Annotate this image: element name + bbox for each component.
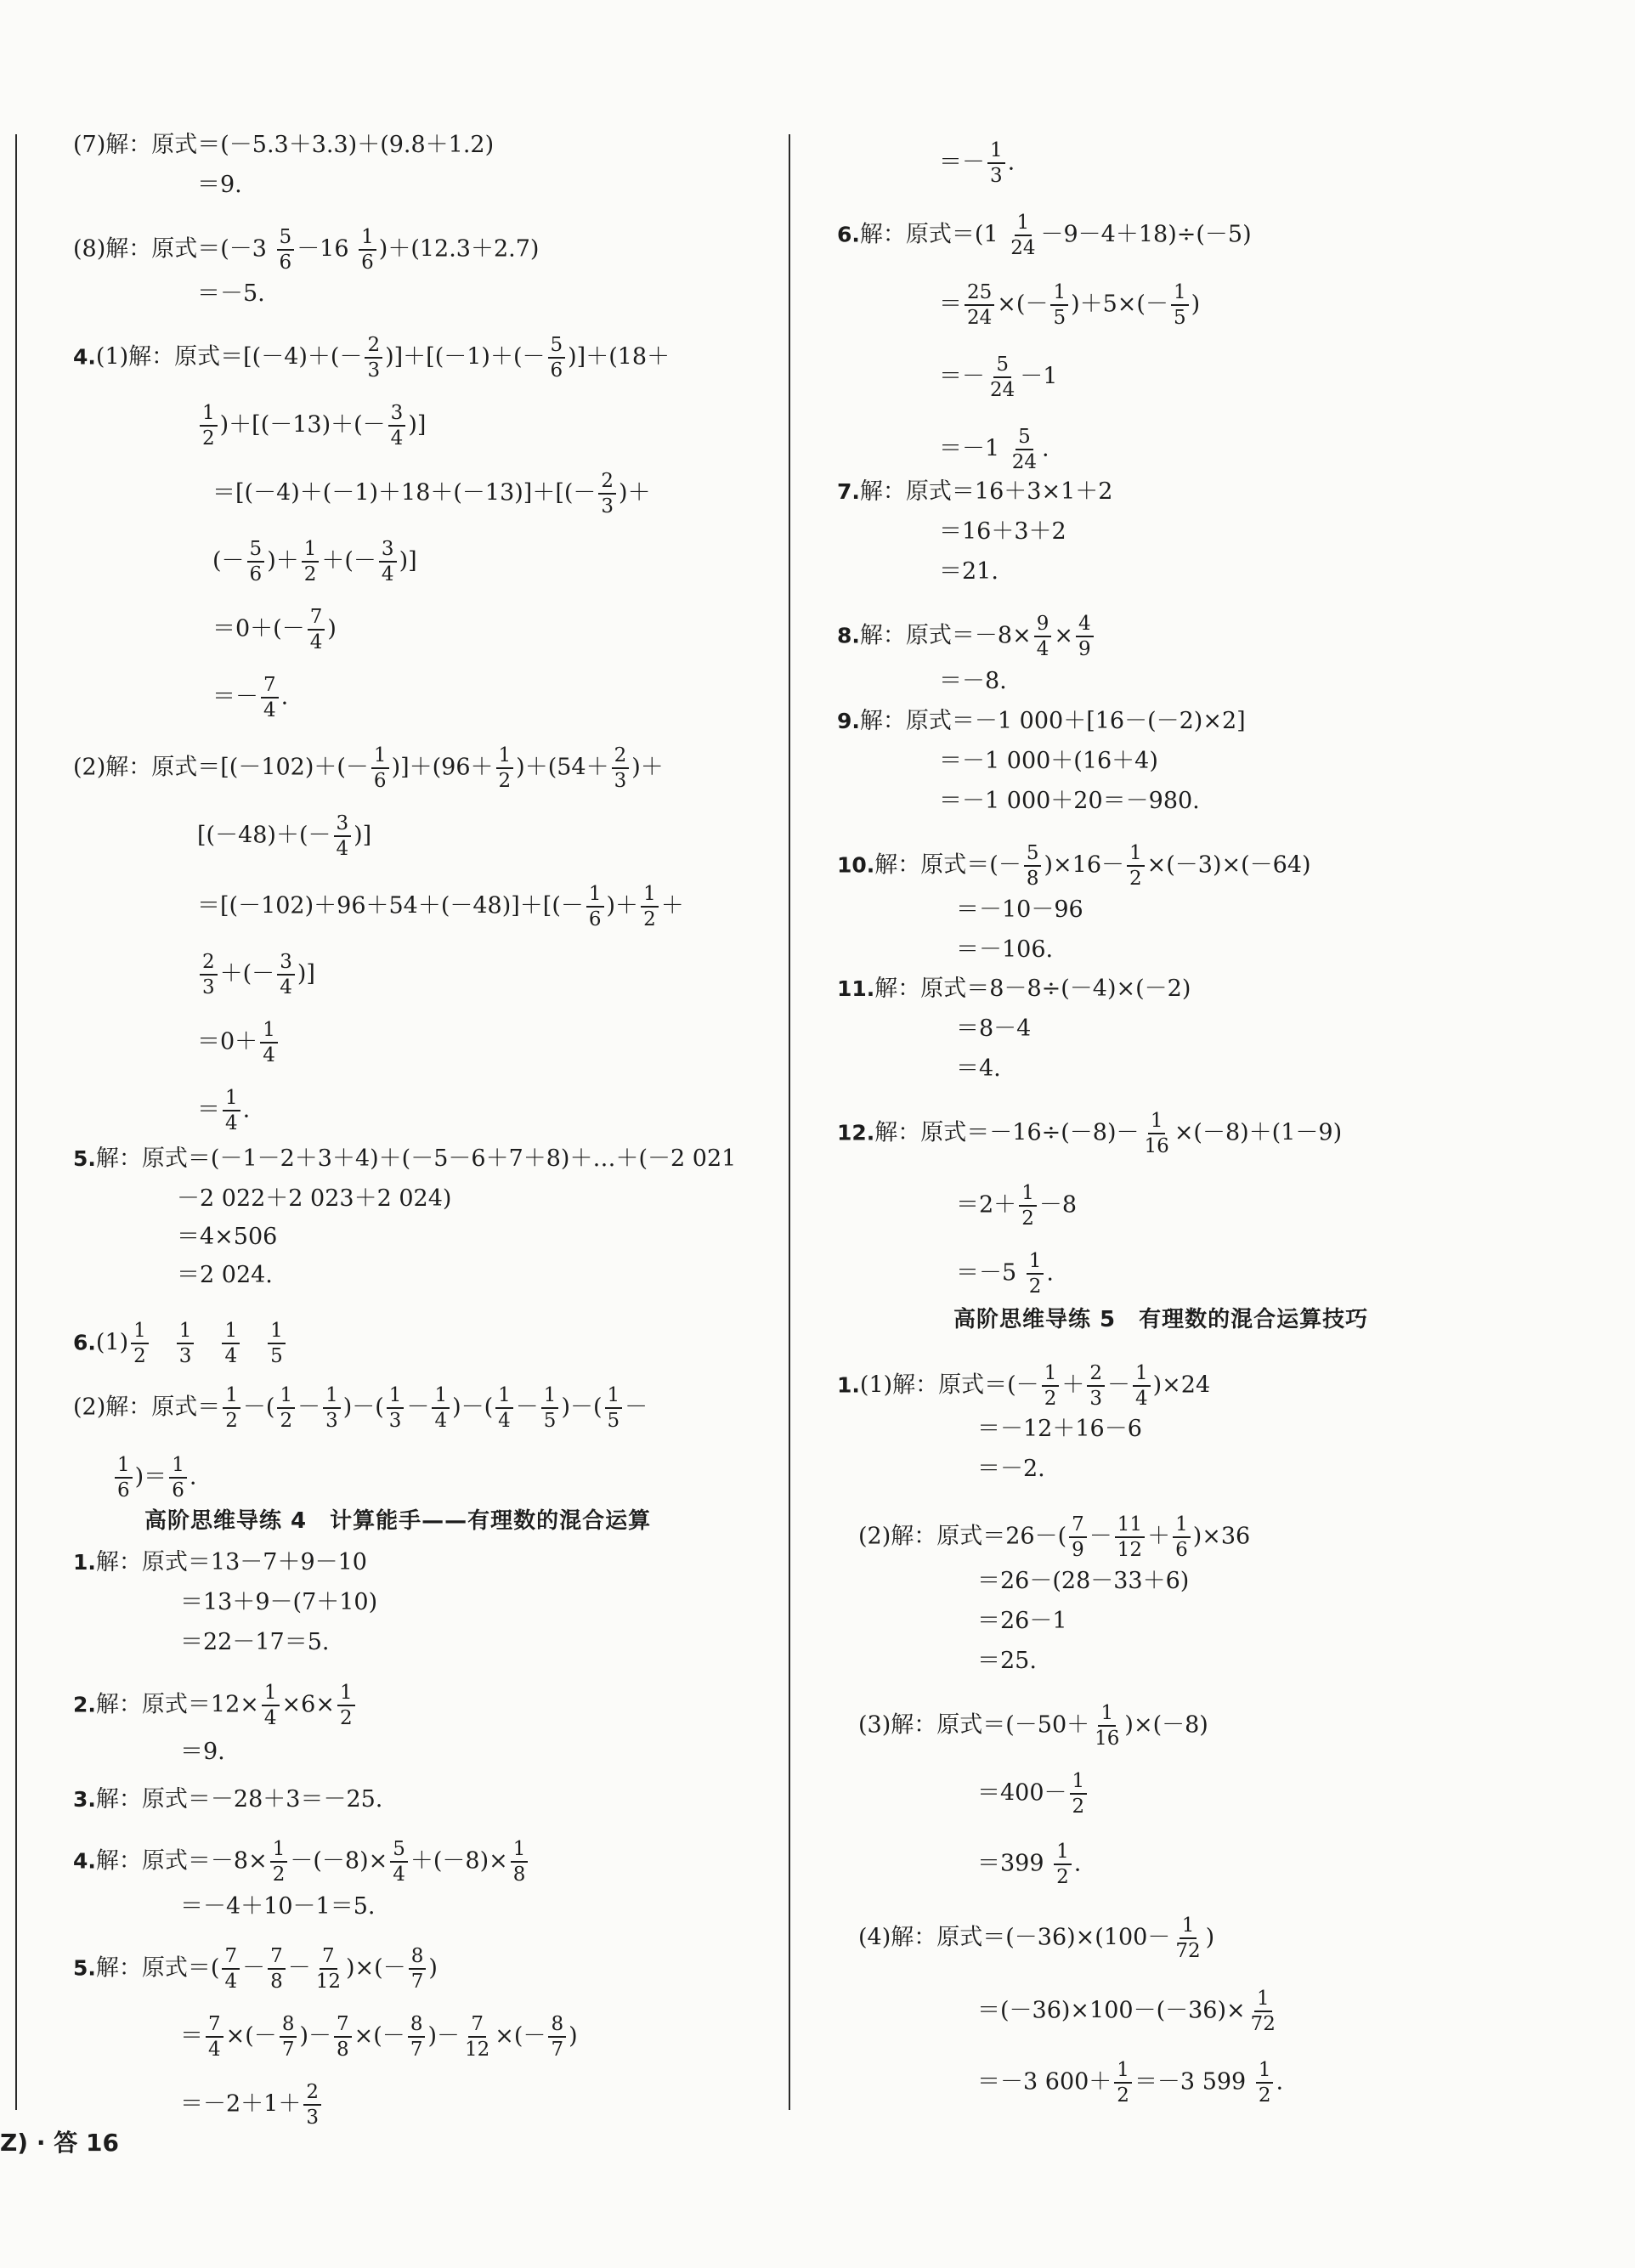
fraction: $\frac{1}{4}$ xyxy=(1133,1363,1151,1409)
solution-line: ＝8－4 xyxy=(956,1015,1032,1042)
solution-line: (7)解：原式＝(－5.3＋3.3)＋(9.8＋1.2) xyxy=(73,132,495,158)
problem-number: 12. xyxy=(837,1120,875,1145)
problem-number: 4. xyxy=(73,344,96,370)
problem-number: 11. xyxy=(837,976,875,1001)
fraction: $\frac{7}{4}$ xyxy=(206,2014,223,2060)
fraction: $\frac{2}{3}$ xyxy=(200,952,218,998)
fraction: $\frac{5}{24}$ xyxy=(1011,426,1038,474)
solution-line: ＝26－(28－33＋6) xyxy=(977,1568,1190,1594)
fraction: $\frac{3}{4}$ xyxy=(334,813,352,859)
solution-line: $\frac{1}{2}$ )＋[(－13)＋(－ $\frac{3}{4}$ )] xyxy=(197,403,426,449)
solution-line: ＝－8. xyxy=(939,668,1007,694)
fraction: $\frac{7}{4}$ xyxy=(222,1946,240,1992)
solution-line: ＝－2. xyxy=(977,1456,1045,1482)
solution-line: ＝－1 000＋(16＋4) xyxy=(939,748,1158,774)
fraction: $\frac{5}{6}$ xyxy=(548,335,566,381)
solution-line: 9.解：原式＝－1 000＋[16－(－2)×2] xyxy=(837,708,1246,734)
solution-line: 6.解：原式＝(1 $\frac{1}{24}$ －9－4＋18)÷(－5) xyxy=(837,212,1252,260)
solution-line: 5.解：原式＝(－1－2＋3＋4)＋(－5－6＋7＋8)＋…＋(－2 021 xyxy=(73,1145,737,1172)
fraction: $\frac{7}{9}$ xyxy=(1069,1514,1087,1560)
solution-line: 1.解：原式＝13－7＋9－10 xyxy=(73,1549,367,1575)
fraction: $\frac{1}{2}$ xyxy=(496,745,514,791)
solution-line: ＝－5. xyxy=(197,280,265,307)
problem-number: 4. xyxy=(73,1848,96,1874)
fraction: $\frac{5}{6}$ xyxy=(247,539,265,585)
solution-line: ＝25. xyxy=(977,1648,1037,1674)
solution-line: ＝16＋3＋2 xyxy=(939,518,1066,545)
problem-number: 9. xyxy=(837,709,860,733)
fraction: $\frac{8}{7}$ xyxy=(409,1946,427,1992)
problem-number: 1. xyxy=(837,1372,860,1398)
solution-line: ＝400－ $\frac{1}{2}$ xyxy=(977,1771,1089,1817)
problem-number: 5. xyxy=(73,1955,96,1981)
fraction: $\frac{1}{4}$ xyxy=(432,1385,450,1431)
fraction: $\frac{1}{2}$ xyxy=(277,1385,295,1431)
fraction: $\frac{1}{4}$ xyxy=(222,1321,240,1366)
problem-number: 2. xyxy=(73,1692,96,1717)
fraction: $\frac{1}{72}$ xyxy=(1250,1988,1276,2036)
column-divider xyxy=(789,134,790,2110)
fraction: $\frac{1}{4}$ xyxy=(260,1020,278,1066)
fraction: $\frac{5}{4}$ xyxy=(390,1839,408,1885)
problem-number: 6. xyxy=(837,222,860,247)
solution-line: ＝(－36)×100－(－36)× $\frac{1}{72}$ xyxy=(977,1988,1281,2034)
solution-line: ＝－10－96 xyxy=(956,896,1083,923)
fraction: $\frac{8}{7}$ xyxy=(280,2014,297,2060)
fraction: $\frac{5}{6}$ xyxy=(277,227,295,273)
solution-line: (2)解：原式＝26－( $\frac{7}{9}$ － $\frac{11}{12}$ ＋ $\frac{1}{6}$ )×36 xyxy=(858,1513,1251,1562)
fraction: $\frac{4}{9}$ xyxy=(1076,614,1094,659)
solution-line: 10.解：原式＝(－ $\frac{5}{8}$ )×16－ $\frac{1}{2}$ ×(－3)×(－64) xyxy=(837,842,1311,891)
fraction: $\frac{1}{4}$ xyxy=(223,1088,240,1134)
fraction: $\frac{1}{2}$ xyxy=(1127,843,1145,889)
solution-line: ＝－12＋16－6 xyxy=(977,1416,1142,1442)
left-margin-rule xyxy=(15,134,17,2110)
fraction: $\frac{8}{7}$ xyxy=(408,2014,426,2060)
solution-line: 1.(1)解：原式＝(－ $\frac{1}{2}$ ＋ $\frac{2}{3}$ － $\frac{1}{4}$ )×24 xyxy=(837,1362,1211,1411)
fraction: $\frac{1}{6}$ xyxy=(169,1455,187,1501)
solution-line: (2)解：原式＝ $\frac{1}{2}$ －( $\frac{1}{2}$ － $\frac{1}{3}$ )－( $\frac{1}{3}$ － $\frac{1}{4}$ )－( $\frac{1}{4}$ － $\frac{1}{5}$ )－( $\frac{1}{5}$ － xyxy=(73,1384,648,1433)
fraction: $\frac{1}{2}$ xyxy=(1027,1251,1044,1297)
solution-line: (2)解：原式＝[(－102)＋(－ $\frac{1}{6}$ )]＋(96＋ $\frac{1}{2}$ )＋(54＋ $\frac{2}{3}$ )＋ xyxy=(73,744,664,793)
fraction: $\frac{7}{8}$ xyxy=(268,1946,286,1992)
solution-line: ＝[(－4)＋(－1)＋18＋(－13)]＋[(－ $\frac{2}{3}$ )＋ xyxy=(212,470,651,518)
fraction: $\frac{1}{6}$ xyxy=(359,227,376,273)
fraction: $\frac{1}{4}$ xyxy=(262,1683,280,1728)
solution-line: ＝－ $\frac{1}{3}$ . xyxy=(939,139,1016,188)
fraction: $\frac{1}{3}$ xyxy=(177,1321,195,1366)
problem-number: 7. xyxy=(837,479,860,504)
page-footer: Z) · 答 16 xyxy=(0,2129,119,2157)
solution-line: 8.解：原式＝－8× $\frac{9}{4}$ × $\frac{4}{9}$ xyxy=(837,614,1096,659)
problem-number: 8. xyxy=(837,623,860,648)
solution-line: ＝2 024. xyxy=(177,1262,273,1288)
fraction: $\frac{7}{12}$ xyxy=(315,1945,342,1994)
fraction: $\frac{1}{3}$ xyxy=(387,1385,405,1431)
solution-line: ＝4×506 xyxy=(177,1224,278,1250)
fraction: $\frac{5}{8}$ xyxy=(1024,843,1042,889)
solution-line: (4)解：原式＝(－36)×(100－ $\frac{1}{72}$ ) xyxy=(858,1915,1215,1963)
solution-line: ＝9. xyxy=(180,1739,225,1765)
fraction: $\frac{1}{6}$ xyxy=(1173,1514,1191,1560)
fraction: $\frac{1}{16}$ xyxy=(1095,1702,1120,1750)
problem-number: 10. xyxy=(837,852,875,878)
fraction: $\frac{1}{2}$ xyxy=(223,1385,240,1431)
fraction: $\frac{2}{3}$ xyxy=(598,471,616,517)
fraction: $\frac{1}{5}$ xyxy=(1050,282,1068,328)
solution-line: ＝9. xyxy=(197,172,242,198)
solution-line: ＝399 $\frac{1}{2}$ . xyxy=(977,1841,1082,1889)
solution-line: ＝－1 000＋20＝－980. xyxy=(939,788,1200,814)
fraction: $\frac{3}{4}$ xyxy=(379,539,397,585)
solution-line: ＝－5 $\frac{1}{2}$ . xyxy=(956,1250,1054,1298)
solution-line: ＝22－17＝5. xyxy=(180,1629,330,1655)
solution-line: ＝ $\frac{1}{4}$ . xyxy=(197,1087,251,1135)
solution-line: ＝－ $\frac{7}{4}$ . xyxy=(212,674,289,722)
solution-line: ＝ $\frac{25}{24}$ ×(－ $\frac{1}{5}$ )＋5×(－ $\frac{1}{5}$ ) xyxy=(939,281,1201,330)
solution-line: ＝－3 600＋ $\frac{1}{2}$ ＝－3 599 $\frac{1}{2}$ . xyxy=(977,2059,1284,2107)
solution-line: ＝－106. xyxy=(956,936,1054,963)
fraction: $\frac{1}{16}$ xyxy=(1144,1110,1169,1158)
fraction: $\frac{1}{4}$ xyxy=(495,1385,513,1431)
problem-number: 1. xyxy=(73,1550,96,1575)
solution-line: (8)解：原式＝(－3 $\frac{5}{6}$ －16 $\frac{1}{6}$ )＋(12.3＋2.7) xyxy=(73,226,540,274)
fraction: $\frac{1}{5}$ xyxy=(605,1385,623,1431)
fraction: $\frac{1}{2}$ xyxy=(1019,1183,1037,1229)
fraction: $\frac{1}{5}$ xyxy=(1171,282,1189,328)
solution-line: 2.解：原式＝12× $\frac{1}{4}$ ×6× $\frac{1}{2}$ xyxy=(73,1683,358,1728)
problem-number: 5. xyxy=(73,1146,96,1171)
solution-line: (－ $\frac{5}{6}$ )＋ $\frac{1}{2}$ ＋(－ $\frac{3}{4}$ )] xyxy=(212,538,417,586)
fraction: $\frac{25}{24}$ xyxy=(965,282,994,328)
solution-line: $\frac{2}{3}$ ＋(－ $\frac{3}{4}$ )] xyxy=(197,952,315,998)
fraction: $\frac{1}{2}$ xyxy=(1114,2060,1132,2106)
solution-line: 12.解：原式＝－16÷(－8)－ $\frac{1}{16}$ ×(－8)＋(1－9) xyxy=(837,1110,1343,1158)
solution-line: ＝－1 $\frac{5}{24}$ . xyxy=(939,426,1049,474)
fraction: $\frac{1}{8}$ xyxy=(511,1839,529,1885)
fraction: $\frac{2}{3}$ xyxy=(365,335,382,381)
solution-line: ＝13＋9－(7＋10) xyxy=(180,1589,378,1615)
solution-line: －2 022＋2 023＋2 024) xyxy=(177,1185,452,1212)
solution-line: [(－48)＋(－ $\frac{3}{4}$ )] xyxy=(197,812,372,861)
section-heading: 高阶思维导练 5 有理数的混合运算技巧 xyxy=(953,1307,1369,1332)
fraction: $\frac{1}{6}$ xyxy=(115,1455,133,1501)
fraction: $\frac{8}{7}$ xyxy=(548,2014,566,2060)
solution-line: ＝[(－102)＋96＋54＋(－48)]＋[(－ $\frac{1}{6}$ )＋ $\frac{1}{2}$ ＋ xyxy=(197,883,684,931)
fraction: $\frac{9}{4}$ xyxy=(1034,614,1052,659)
solution-line: ＝－ $\frac{5}{24}$ －1 xyxy=(939,353,1058,402)
solution-line: ＝2＋ $\frac{1}{2}$ －8 xyxy=(956,1182,1078,1230)
solution-line: 6.(1) $\frac{1}{2}$ $\frac{1}{3}$ $\frac{1}{4}$ $\frac{1}{5}$ xyxy=(73,1321,288,1366)
fraction: $\frac{1}{2}$ xyxy=(200,403,218,449)
fraction: $\frac{7}{4}$ xyxy=(261,675,279,721)
fraction: $\frac{1}{2}$ xyxy=(1070,1771,1088,1817)
solution-line: ＝26－1 xyxy=(977,1608,1067,1634)
solution-line: ＝－2＋1＋ $\frac{2}{3}$ xyxy=(180,2082,324,2128)
fraction: $\frac{1}{2}$ xyxy=(337,1683,355,1728)
fraction: $\frac{11}{12}$ xyxy=(1115,1514,1145,1560)
fraction: $\frac{1}{6}$ xyxy=(586,884,604,930)
solution-line: ＝ $\frac{7}{4}$ ×(－ $\frac{8}{7}$ )－ $\frac{7}{8}$ ×(－ $\frac{8}{7}$ )－ $\frac{7}{12}$ ×(－ $\frac{8}{7}$ ) xyxy=(180,2013,578,2062)
fraction: $\frac{1}{2}$ xyxy=(1054,1841,1072,1887)
fraction: $\frac{7}{12}$ xyxy=(465,2013,490,2062)
fraction: $\frac{2}{3}$ xyxy=(1087,1363,1105,1409)
solution-line: 4.(1)解：原式＝[(－4)＋(－ $\frac{2}{3}$ )]＋[(－1)＋(－ $\frac{5}{6}$ )]＋(18＋ xyxy=(73,334,670,382)
solution-line: 4.解：原式＝－8× $\frac{1}{2}$ －(－8)× $\frac{5}{4}$ ＋(－8)× $\frac{1}{8}$ xyxy=(73,1839,530,1885)
fraction: $\frac{1}{2}$ xyxy=(1256,2060,1274,2106)
fraction: $\frac{1}{24}$ xyxy=(1010,212,1036,260)
solution-line: 7.解：原式＝16＋3×1＋2 xyxy=(837,478,1113,505)
solution-line: ＝0＋ $\frac{1}{4}$ xyxy=(197,1020,280,1066)
fraction: $\frac{1}{2}$ xyxy=(641,884,659,930)
solution-line: (3)解：原式＝(－50＋ $\frac{1}{16}$ )×(－8) xyxy=(858,1702,1208,1750)
fraction: $\frac{1}{2}$ xyxy=(131,1321,149,1366)
fraction: $\frac{1}{6}$ xyxy=(371,745,389,791)
fraction: $\frac{3}{4}$ xyxy=(277,952,295,998)
solution-line: 3.解：原式＝－28＋3＝－25. xyxy=(73,1786,383,1813)
fraction: $\frac{1}{3}$ xyxy=(987,140,1005,186)
fraction: $\frac{1}{2}$ xyxy=(302,539,320,585)
fraction: $\frac{1}{2}$ xyxy=(270,1839,288,1885)
section-heading: 高阶思维导练 4 计算能手——有理数的混合运算 xyxy=(144,1508,652,1534)
solution-line: 11.解：原式＝8－8÷(－4)×(－2) xyxy=(837,976,1191,1002)
solution-line: $\frac{1}{6}$ )＝ $\frac{1}{6}$ . xyxy=(112,1455,196,1501)
fraction: $\frac{2}{3}$ xyxy=(612,745,630,791)
problem-number: 3. xyxy=(73,1787,96,1812)
fraction: $\frac{1}{2}$ xyxy=(1042,1363,1060,1409)
fraction: $\frac{1}{3}$ xyxy=(323,1385,341,1431)
solution-line: ＝4. xyxy=(956,1055,1001,1082)
solution-line: ＝21. xyxy=(939,558,999,585)
fraction: $\frac{5}{24}$ xyxy=(990,353,1016,402)
fraction: $\frac{7}{4}$ xyxy=(308,607,325,653)
solution-line: 5.解：原式＝( $\frac{7}{4}$ － $\frac{7}{8}$ － $\frac{7}{12}$ )×(－ $\frac{8}{7}$ ) xyxy=(73,1945,438,1994)
solution-line: ＝0＋(－ $\frac{7}{4}$ ) xyxy=(212,606,337,654)
fraction: $\frac{3}{4}$ xyxy=(388,403,406,449)
fraction: $\frac{7}{8}$ xyxy=(334,2014,352,2060)
solution-line: ＝－4＋10－1＝5. xyxy=(180,1893,376,1920)
fraction: $\frac{1}{72}$ xyxy=(1175,1915,1201,1963)
problem-number: 6. xyxy=(73,1330,96,1355)
fraction: $\frac{1}{5}$ xyxy=(541,1385,559,1431)
fraction: $\frac{1}{5}$ xyxy=(268,1321,286,1366)
fraction: $\frac{2}{3}$ xyxy=(303,2082,321,2128)
